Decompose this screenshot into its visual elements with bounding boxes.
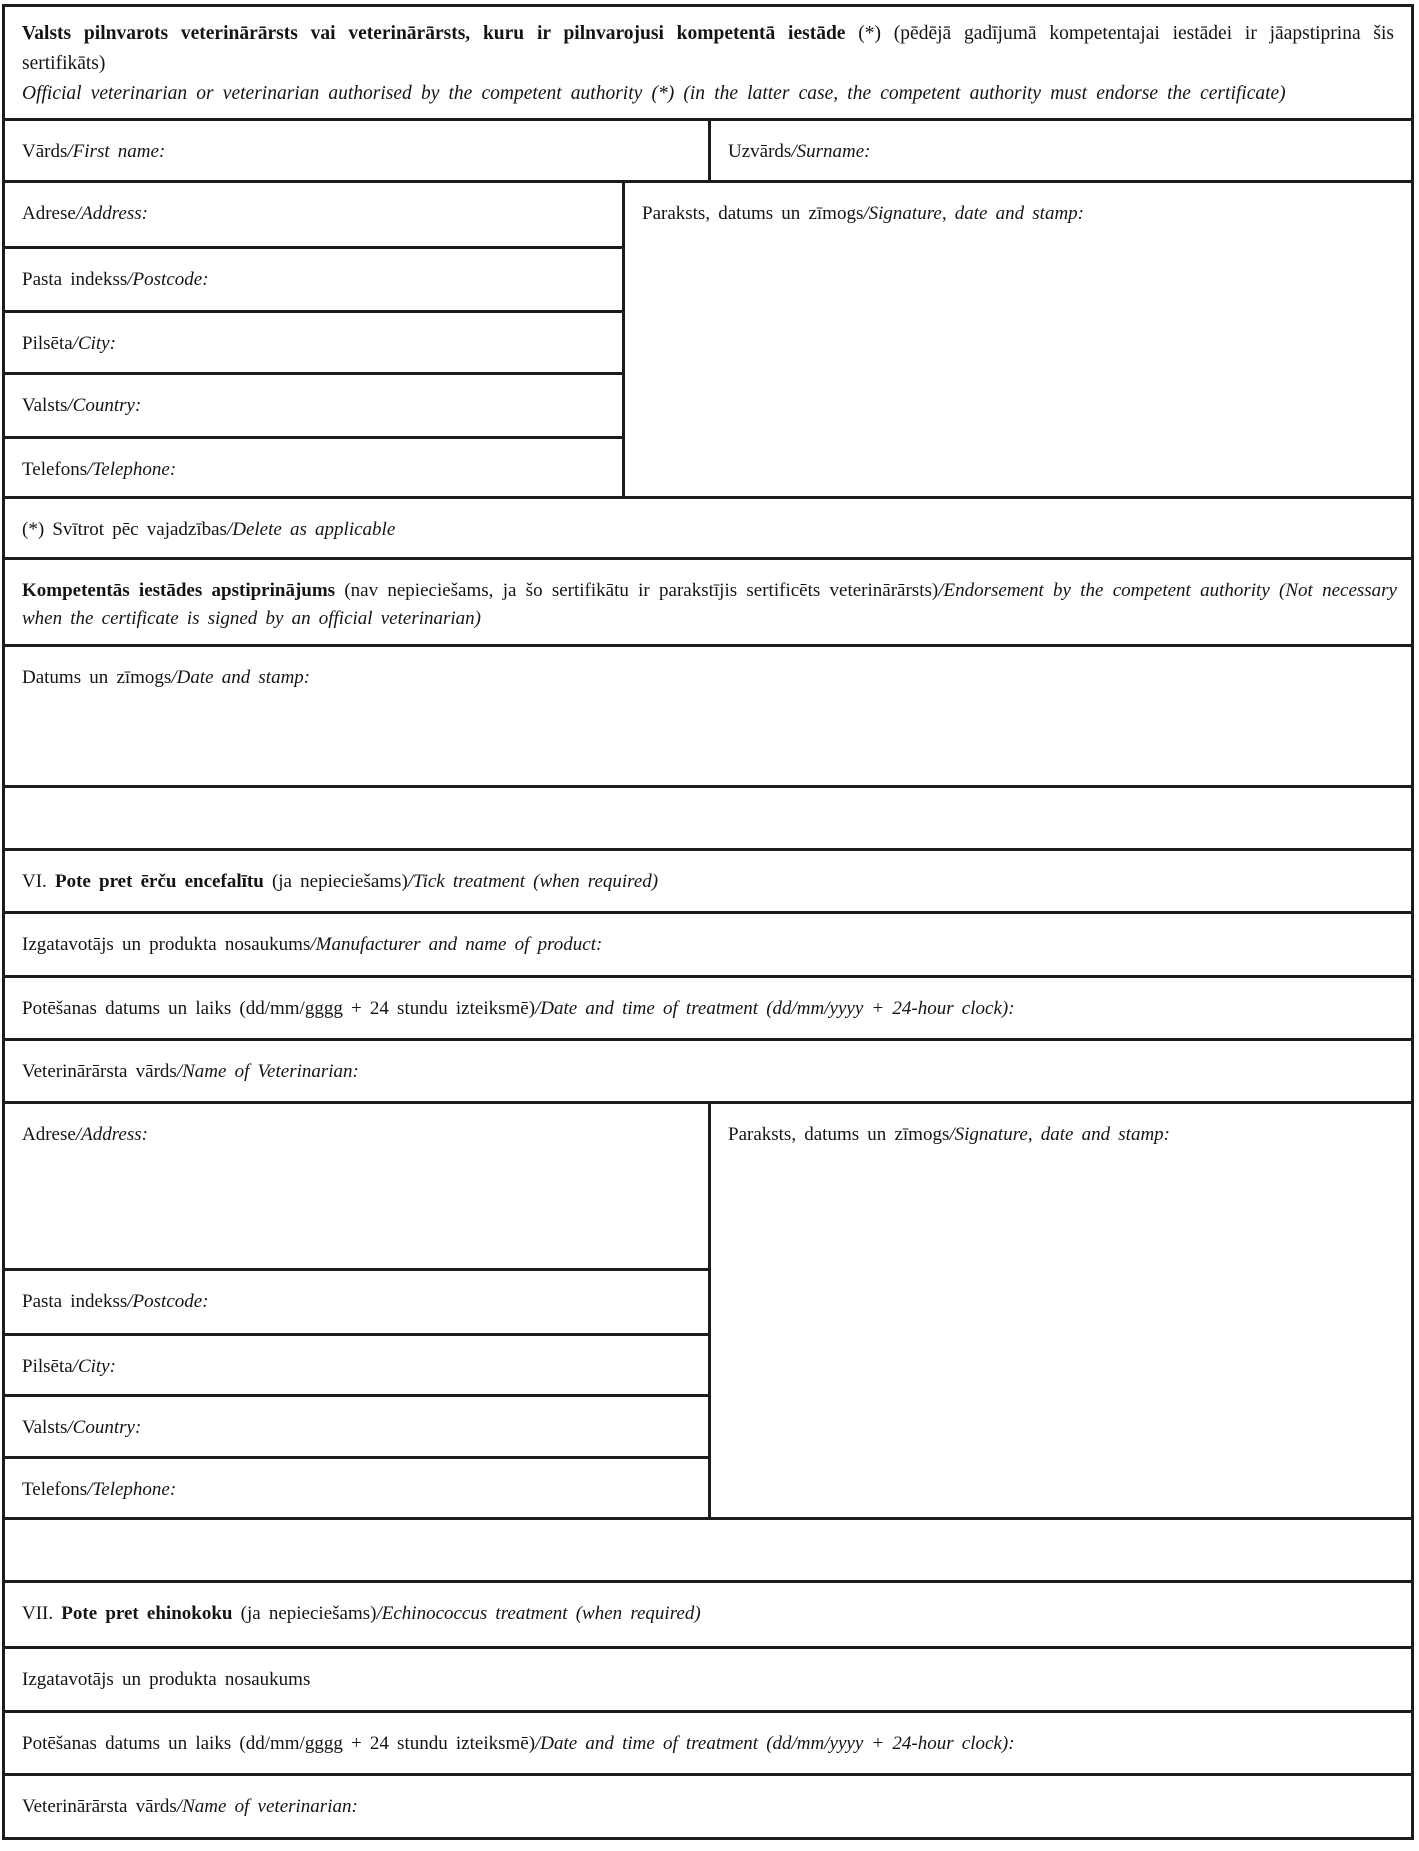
vi-field-city (5, 1333, 708, 1394)
vi-city-label-en: /City: (72, 1356, 116, 1377)
address-column-2 (5, 1104, 708, 1517)
vi-country-label-lv: Valsts (22, 1417, 68, 1438)
postcode-label-lv: Pasta indekss (22, 269, 128, 290)
field-address (5, 183, 622, 246)
address-column-1 (5, 183, 622, 496)
vii-vet-name-en: /Name of veterinarian: (176, 1796, 358, 1817)
note-delete-as-applicable (5, 496, 1411, 557)
vi-telephone-label-en: /Telephone: (87, 1479, 177, 1500)
vi-manufacturer-en: /Manufacturer and name of product: (310, 934, 603, 955)
vi-signature-label-lv: Paraksts, datums un zīmogs (728, 1124, 950, 1145)
field-first-name (5, 121, 708, 180)
first-name-label-lv: Vārds (22, 141, 68, 162)
section-vi-title-bold: Pote pret ērču encefalītu (54, 871, 264, 892)
country-label-en: /Country: (67, 395, 142, 416)
vii-treatment-datetime-lv: Potēšanas datums un laiks (dd/mm/gggg + 24 stundu izteiksmē) (22, 1733, 536, 1754)
vii-field-manufacturer (5, 1646, 1411, 1710)
surname-label-lv: Uzvārds (728, 141, 792, 162)
field-date-and-stamp (5, 644, 1411, 785)
address-signature-block-1 (5, 180, 1411, 496)
section-vi-number: VI. (22, 871, 55, 892)
delete-note-en: /Delete as applicable (226, 519, 396, 540)
telephone-label-lv: Telefons (22, 459, 88, 480)
empty-row (5, 785, 1411, 848)
vi-country-label-en: /Country: (67, 1417, 142, 1438)
date-stamp-label-lv: Datums un zīmogs (22, 667, 172, 688)
vi-field-manufacturer (5, 911, 1411, 975)
address-label-en: /Address: (75, 203, 148, 224)
endorsement-row (5, 557, 1411, 644)
field-signature-date-stamp (622, 183, 1411, 496)
vi-field-signature-date-stamp (708, 1104, 1411, 1517)
vi-field-vet-name (5, 1038, 1411, 1101)
empty-row (5, 1517, 1411, 1580)
city-label-en: /City: (72, 333, 116, 354)
section-vii-title-rest: (ja nepieciešams) (232, 1603, 377, 1624)
vi-manufacturer-lv: Izgatavotājs un produkta nosaukums (22, 934, 311, 955)
section-vii-header (5, 1580, 1411, 1646)
header-english: Official veterinarian or veterinarian authorised by the competent authority (*) (in the latter case, the competent authority must endorse the certificate) (22, 83, 1286, 104)
signature-label-en: /Signature, date and stamp: (863, 203, 1085, 224)
vi-treatment-datetime-en: /Date and time of treatment (dd/mm/yyyy + 24-hour clock): (535, 998, 1015, 1019)
city-label-lv: Pilsēta (22, 333, 73, 354)
endorsement-latvian-rest: (nav nepieciešams, ja šo sertifikātu ir parakstījis sertificēts veterinārārsts) (335, 580, 939, 601)
vi-postcode-label-en: /Postcode: (127, 1291, 209, 1312)
vi-field-address (5, 1104, 708, 1268)
vi-field-treatment-datetime (5, 975, 1411, 1038)
telephone-label-en: /Telephone: (87, 459, 177, 480)
vi-field-postcode (5, 1268, 708, 1333)
section-vi-title-en: /Tick treatment (when required) (407, 871, 659, 892)
signature-label-lv: Paraksts, datums un zīmogs (642, 203, 864, 224)
vi-address-label-en: /Address: (75, 1124, 148, 1145)
certificate-form-table (2, 4, 1414, 1840)
form-header (5, 7, 1411, 118)
endorsement-english: /Endorsement by the competent authority (Not necessary when the certificate is signed by an official veterinarian) (22, 580, 1397, 629)
section-vii-title-en: /Echinococcus treatment (when required) (376, 1603, 701, 1624)
field-country (5, 372, 622, 436)
vi-field-telephone (5, 1456, 708, 1517)
vii-vet-name-lv: Veterinārārsta vārds (22, 1796, 177, 1817)
vi-field-country (5, 1394, 708, 1456)
field-city (5, 310, 622, 372)
header-latvian-rest: (*) (pēdējā gadījumā kompetentajai iestādei ir jāapstiprina šis sertifikāts) (22, 23, 1394, 74)
endorsement-title-bold: Kompetentās iestādes apstiprinājums (22, 580, 336, 601)
header-latvian (22, 19, 1394, 79)
vii-treatment-datetime-en: /Date and time of treatment (dd/mm/yyyy + 24-hour clock): (535, 1733, 1015, 1754)
field-postcode (5, 246, 622, 310)
vi-vet-name-lv: Veterinārārsta vārds (22, 1061, 177, 1082)
address-signature-block-2 (5, 1101, 1411, 1517)
section-vii-title-bold: Pote pret ehinokoku (61, 1603, 233, 1624)
header-latvian-bold: Valsts pilnvarots veterinārārsts vai veterinārārsts, kuru ir pilnvarojusi kompetentā iestāde (22, 23, 846, 44)
date-stamp-label-en: /Date and stamp: (171, 667, 311, 688)
section-vi-header (5, 848, 1411, 911)
vii-manufacturer-lv: Izgatavotājs un produkta nosaukums (22, 1669, 311, 1690)
name-row (5, 118, 1411, 180)
delete-note-lv: (*) Svītrot pēc vajadzības (22, 519, 227, 540)
section-vii-number: VII. (22, 1603, 62, 1624)
vi-telephone-label-lv: Telefons (22, 1479, 88, 1500)
vi-vet-name-en: /Name of Veterinarian: (176, 1061, 359, 1082)
vii-field-vet-name (5, 1773, 1411, 1837)
vi-postcode-label-lv: Pasta indekss (22, 1291, 128, 1312)
field-surname (708, 121, 1411, 180)
field-telephone (5, 436, 622, 496)
section-vi-title-rest: (ja nepieciešams) (263, 871, 408, 892)
address-label-lv: Adrese (22, 203, 76, 224)
country-label-lv: Valsts (22, 395, 68, 416)
vi-city-label-lv: Pilsēta (22, 1356, 73, 1377)
vi-treatment-datetime-lv: Potēšanas datums un laiks (dd/mm/gggg + 24 stundu izteiksmē) (22, 998, 536, 1019)
vi-address-label-lv: Adrese (22, 1124, 76, 1145)
postcode-label-en: /Postcode: (127, 269, 209, 290)
vii-field-treatment-datetime (5, 1710, 1411, 1773)
surname-label-en: /Surname: (791, 141, 871, 162)
vi-signature-label-en: /Signature, date and stamp: (949, 1124, 1171, 1145)
first-name-label-en: /First name: (67, 141, 166, 162)
